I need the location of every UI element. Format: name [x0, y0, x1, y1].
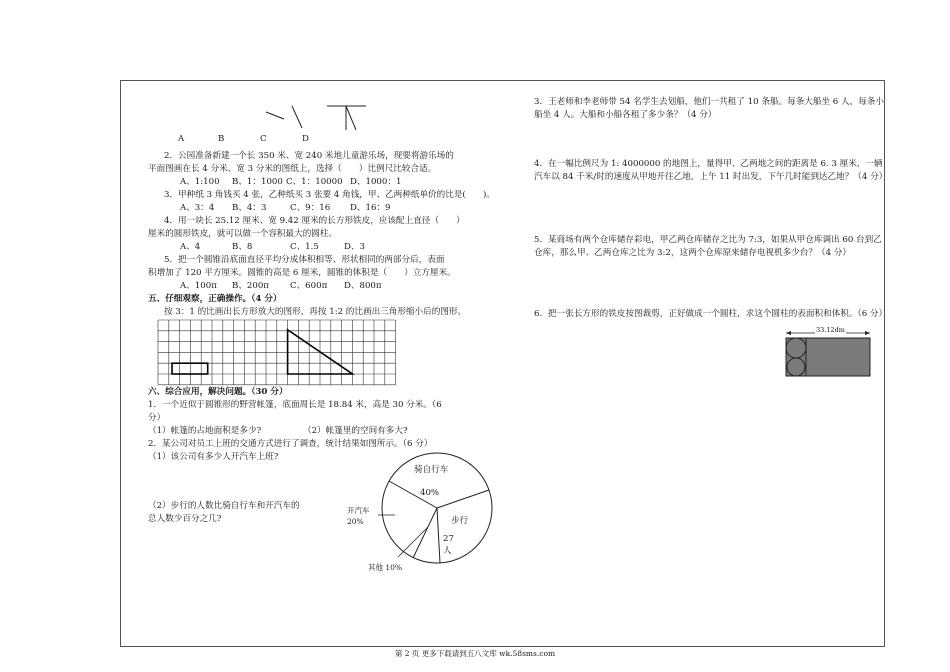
- q5-option-b: B、200π: [232, 281, 269, 291]
- pie-car-percent: 20%: [347, 517, 364, 526]
- q3-option-c: C、9：16: [290, 203, 331, 213]
- right-q4-text: 4．在一幅比例尺为 1: 4000000 的地图上，量得甲、乙两地之间的距离是 6. 3 厘米，一辆汽车以 84 千米/时的速度从甲地开往乙地，上午 11 时出发，下午几时能到达乙地？（4 分）: [534, 159, 888, 182]
- q2-line2: 平面图画在长 4 分米、宽 3 分米的图纸上，选择（ ）比例尺比较合适。: [148, 164, 437, 174]
- q1-option-d: D: [302, 134, 309, 144]
- q4-line1: 4．用一块长 25.12 厘米、宽 9.42 厘米的长方形铁皮，应该配上直径（ ）: [164, 216, 465, 226]
- q5-option-d: D、800π: [344, 281, 382, 291]
- problem-1-line1: 1．一个近似于圆锥形的野营帐篷，底面周长是 18.84 米，高是 30 分米。（6: [148, 400, 442, 410]
- section-6-title: 六、综合应用，解决问题。（30 分）: [148, 387, 288, 397]
- q2-option-c: C、1：10000: [286, 177, 343, 187]
- q5-line2: 积增加了 120 平方厘米。圆锥的高是 6 厘米，圆锥的体积是（ ）立方厘米。: [148, 268, 456, 278]
- pie-bike-label: 骑自行车: [414, 465, 449, 475]
- q2-option-d: D、1000：1: [350, 177, 402, 187]
- q4-option-a: A、4: [180, 242, 201, 252]
- pie-car-label: 开汽车: [347, 506, 370, 515]
- problem-1-line2: 分）: [148, 413, 166, 423]
- pie-other-label: 其他 10%: [368, 563, 403, 572]
- q5-option-a: A、100π: [180, 281, 217, 291]
- problem-1-sub1: （1）帐篷的占地面积是多少?: [148, 426, 262, 436]
- problem-2-sub1: （1）该公司有多少人开汽车上班?: [148, 452, 279, 462]
- q2-line1: 2．公园准备新建一个长 350 米、宽 240 米地儿童游乐场，现要将游乐场的: [164, 151, 454, 161]
- q4-option-d: D、3: [344, 242, 365, 252]
- right-q3-text: 3．王老师和李老师带 54 名学生去划船，他们一共租了 10 条船。每条大船坐 6 人，每条小船坐 4 人。大船和小船各租了多少条？（4 分）: [534, 97, 884, 120]
- page-footer: 第 2 页 更多下载请到五八文库 wk.58sms.com: [394, 649, 556, 658]
- q3-text: 3．甲种纸 3 角钱买 4 张，乙种纸买 3 张要 4 角钱，甲、乙两种纸单价的比是( )。: [164, 190, 495, 200]
- pie-walk-unit: 人: [443, 546, 452, 556]
- q5-option-c: C、600π: [290, 281, 328, 291]
- q2-option-b: B、1：1000: [232, 177, 283, 187]
- q4-line2: 厘米的圆形铁皮，就可以做一个容积最大的圆柱。: [148, 229, 338, 239]
- problem-2-sub2-line1: （2）步行的人数比骑自行车和开汽车的: [148, 501, 300, 511]
- right-q6-text: 6．把一张长方形的铁皮按图裁剪，正好做成一个圆柱，求这个圆柱的表面积和体积。（6 分）: [534, 309, 888, 319]
- q5-line1: 5．把一个圆锥沿底面直径平均分成体积相等、形状相同的两部分后，表面: [164, 255, 445, 265]
- q1-option-a: A: [178, 134, 185, 144]
- q3-option-a: A、3：4: [180, 203, 215, 213]
- q3-option-b: B、4：3: [232, 203, 267, 213]
- dimension-label: 33.12dm: [816, 326, 845, 334]
- problem-2-sub2-line2: 总人数少百分之几?: [148, 514, 222, 524]
- pie-bike-percent: 40%: [420, 488, 440, 498]
- q1-option-c: C: [260, 134, 267, 144]
- q4-option-b: B、8: [232, 242, 253, 252]
- section-5-instruction: 按 3：1 的比画出长方形放大的图形，再按 1:2 的比画出三角形缩小后的图形。: [164, 307, 467, 317]
- right-q5-text: 5．某商场有两个仓库储存彩电，甲乙两仓库储存之比为 7:3，如果从甲仓库调出 60 台到乙仓库，那么甲、乙两仓库之比为 3:2，这两个仓库原来储存电视机多少台？（4 分）: [534, 235, 882, 258]
- pie-walk-label: 步行: [451, 516, 469, 526]
- pie-walk-count: 27: [443, 534, 454, 544]
- q4-option-c: C、1.5: [290, 242, 319, 252]
- section-5-title: 五、仔细观察，正确操作。（4 分）: [148, 294, 282, 304]
- problem-2-text: 2．某公司对员工上班的交通方式进行了调查，统计结果如图所示。（6 分）: [148, 439, 433, 449]
- q2-option-a: A、1:100: [180, 177, 220, 187]
- q1-option-b: B: [218, 134, 225, 144]
- problem-1-sub2: （2）帐篷里的空间有多大?: [303, 426, 408, 436]
- q3-option-d: D、16：9: [350, 203, 391, 213]
